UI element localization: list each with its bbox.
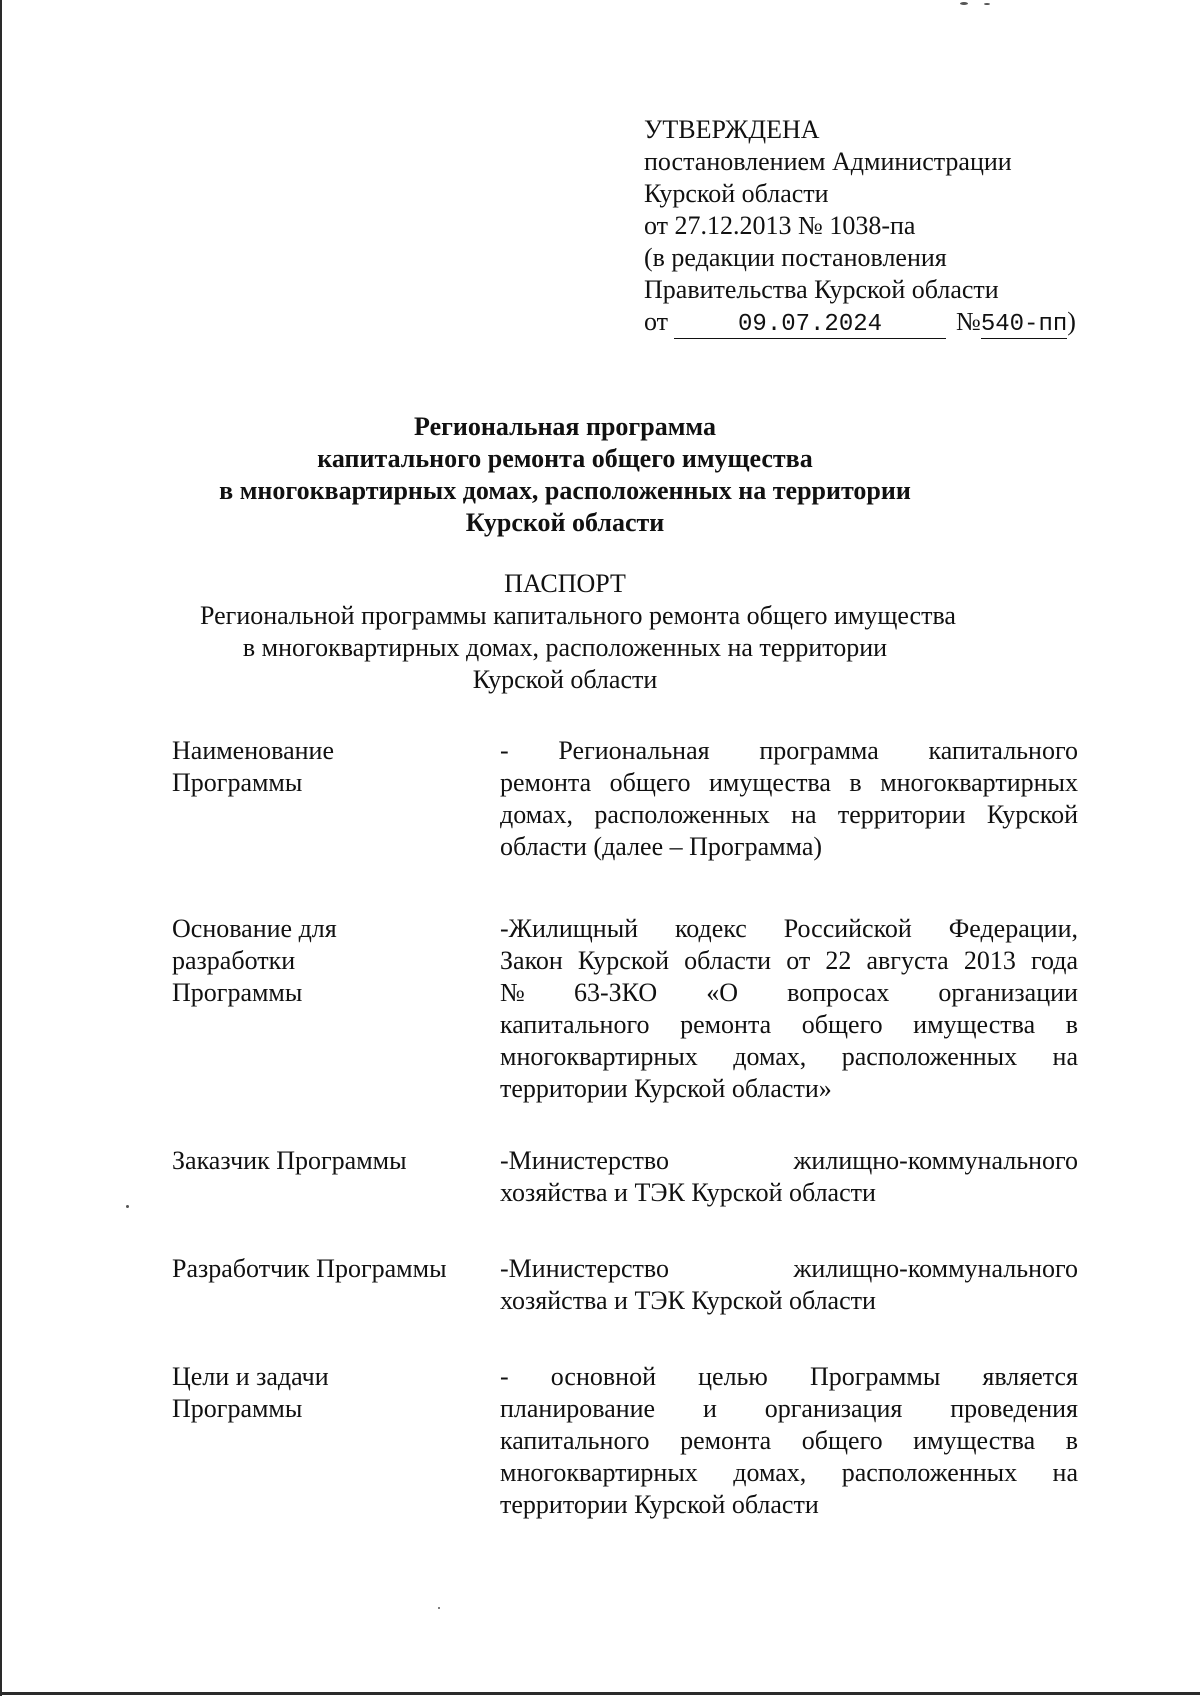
approval-block	[644, 114, 1076, 338]
scan-edge-left	[0, 0, 2, 1696]
approval-line: Курской области	[644, 179, 829, 208]
approval-date: 09.07.2024	[674, 312, 946, 339]
row-label-line: разработки	[172, 946, 296, 975]
approval-line: постановлением Администрации	[644, 147, 1012, 176]
row-value-line: ремонта общего имущества в многоквартирных	[500, 768, 1078, 797]
title-line: Региональная программа	[414, 412, 716, 441]
passport-header	[200, 568, 956, 696]
row-label	[172, 1145, 484, 1177]
row-value-line: области (далее – Программа)	[500, 832, 823, 861]
row-value-line: № 63-ЗКО «О вопросах организации	[500, 978, 1078, 1007]
title-line: в многоквартирных домах, расположенных на территории	[219, 476, 911, 505]
row-label-line: Программы	[172, 768, 303, 797]
row-value-line: -Жилищный кодекс Российской Федерации,	[500, 914, 1078, 943]
row-value-line: -Министерство жилищно-коммунального	[500, 1146, 1078, 1175]
from-label: от	[644, 307, 669, 336]
title-line: капитального ремонта общего имущества	[317, 444, 813, 473]
passport-line: Курской области	[472, 665, 658, 694]
row-value-line: многоквартирных домах, расположенных на	[500, 1458, 1078, 1487]
number-sign: №	[956, 307, 981, 336]
scan-edge-bottom	[0, 1692, 1200, 1695]
passport-line: Региональной программы капитального ремонта общего имущества	[200, 601, 956, 630]
row-value	[500, 735, 1078, 863]
row-label	[172, 1253, 484, 1285]
row-value-line: капитального ремонта общего имущества в	[500, 1010, 1078, 1039]
row-label-line: Цели и задачи	[172, 1362, 329, 1391]
row-label-line: Программы	[172, 1394, 303, 1423]
row-value-line: -Министерство жилищно-коммунального	[500, 1254, 1078, 1283]
row-label-line: Наименование	[172, 736, 334, 765]
row-value	[500, 913, 1078, 1105]
row-label	[172, 913, 484, 1009]
row-value-line: территории Курской области	[500, 1490, 819, 1519]
row-value-line: территории Курской области»	[500, 1074, 832, 1103]
row-value	[500, 1361, 1078, 1521]
row-value	[500, 1145, 1078, 1209]
approval-date-line	[644, 306, 1076, 338]
row-value-line: хозяйства и ТЭК Курской области	[500, 1286, 876, 1315]
row-value-line: - основной целью Программы является	[500, 1362, 1078, 1391]
row-value-line: планирование и организация проведения	[500, 1394, 1078, 1423]
scan-speck	[438, 1607, 440, 1609]
approval-line: УТВЕРЖДЕНА	[644, 115, 820, 144]
row-label-line: Основание для	[172, 914, 337, 943]
passport-line: в многоквартирных домах, расположенных на территории	[242, 633, 888, 662]
approval-line: от 27.12.2013 № 1038-па	[644, 211, 916, 240]
row-value-line: многоквартирных домах, расположенных на	[500, 1042, 1078, 1071]
row-value-line: домах, расположенных на территории Курской	[500, 800, 1078, 829]
document-title	[200, 411, 930, 539]
row-value-line: - Региональная программа капитального	[500, 736, 1078, 765]
row-label-line: Программы	[172, 978, 303, 1007]
approval-line: Правительства Курской области	[644, 275, 999, 304]
row-value-line: хозяйства и ТЭК Курской области	[500, 1178, 876, 1207]
scan-speck	[960, 2, 968, 5]
approval-number: 540-пп	[980, 311, 1068, 338]
row-label-line: Заказчик Программы	[172, 1146, 407, 1175]
row-value	[500, 1253, 1078, 1317]
row-label	[172, 735, 484, 799]
scan-speck	[984, 3, 990, 5]
passport-heading: ПАСПОРТ	[504, 569, 626, 598]
close-paren: )	[1067, 307, 1076, 336]
approval-line: (в редакции постановления	[644, 243, 947, 272]
title-line: Курской области	[465, 508, 665, 537]
row-value-line: капитального ремонта общего имущества в	[500, 1426, 1078, 1455]
row-label-line: Разработчик Программы	[172, 1254, 447, 1283]
scan-speck	[126, 1205, 129, 1208]
row-value-line: Закон Курской области от 22 августа 2013 года	[500, 946, 1078, 975]
row-label	[172, 1361, 484, 1425]
